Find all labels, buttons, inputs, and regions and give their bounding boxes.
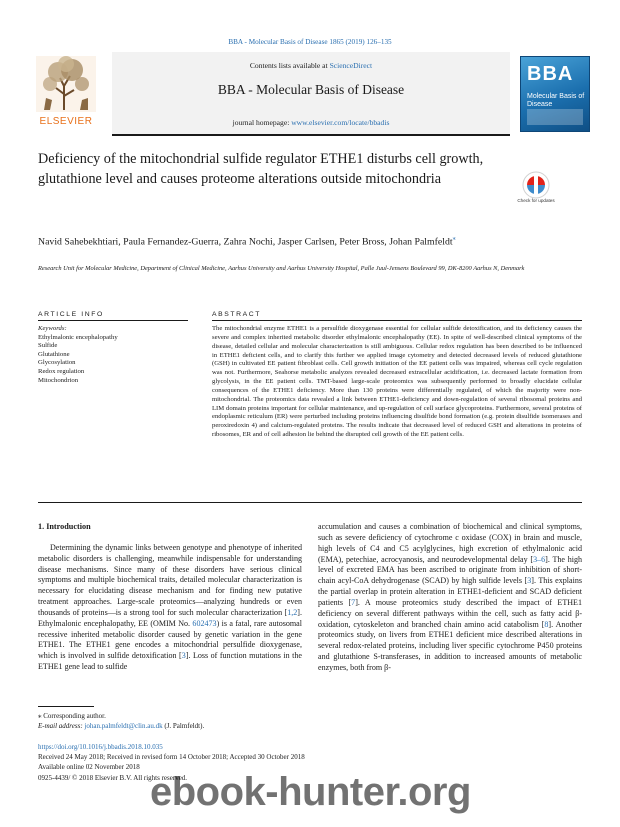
- body-column-left: [38, 522, 302, 673]
- doi-link[interactable]: https://doi.org/10.1016/j.bbadis.2018.10.035: [38, 743, 163, 751]
- journal-title: BBA - Molecular Basis of Disease: [217, 82, 405, 97]
- keyword: Sulfide: [38, 342, 58, 350]
- keyword: Glutathione: [38, 350, 70, 358]
- contents-line: [112, 61, 510, 70]
- body-text: ]. The high level of excreted EMA has been ascribed to originate from inhibition of short-chain acyl-CoA dehydrogenase (SCAD) by high sulfide levels [: [318, 554, 582, 586]
- article-info-rule: [38, 320, 188, 321]
- journal-homepage-link[interactable]: www.elsevier.com/locate/bbadis: [291, 118, 390, 127]
- body-paragraph: [318, 522, 582, 674]
- keyword: Glycosylation: [38, 359, 76, 367]
- email-suffix: (J. Palmfeldt).: [162, 721, 205, 730]
- body-text: ]. A mouse proteomics study described the impact of ETHE1 deficiency on several different pathways within the cell, such as fatty acid β-oxidation, cytoskeleton and branched chain amino acid catabolism [: [318, 597, 582, 629]
- cover-subtitle: Molecular Basis of Disease: [527, 93, 585, 108]
- citation-link[interactable]: 1,2: [287, 607, 298, 617]
- keyword: Redox regulation: [38, 367, 85, 375]
- body-text: Determining the dynamic links between genotype and phenotype of inherited metabolic disorders is challenging, meanwhile indispensable for understanding disease mechanisms. Since many of these disorders have serious clinical symptoms and multiple biochemical traits, detailed molecular characterization is necessary for elucidating disease mechanism and for finding new putative treatment approaches. Large-scale proteomics—analyzing hundreds or even thousands of proteins—is a strong tool for such molecular characterization [: [38, 542, 302, 617]
- footnotes: [38, 712, 338, 731]
- citation-link[interactable]: 3: [181, 651, 186, 661]
- journal-reference[interactable]: BBA - Molecular Basis of Disease 1865 (2019) 126–135: [228, 38, 392, 46]
- citation-link[interactable]: 3–6: [533, 554, 546, 564]
- elsevier-tree-icon: [36, 56, 96, 112]
- check-for-updates-icon[interactable]: [521, 170, 551, 200]
- email-line: [38, 722, 338, 732]
- body-text: ]. Ethylmalonic encephalopathy, EE (OMIM No.: [38, 607, 302, 628]
- corresponding-author-note: ⁎ Corresponding author.: [38, 712, 106, 720]
- author-names: Navid Sahebekhtiari, Paula Fernandez-Guerra, Zahra Nochi, Jasper Carlsen, Peter Bross, Johan Palmfeldt: [38, 236, 453, 248]
- journal-cover[interactable]: [520, 56, 590, 132]
- author-list: [38, 232, 578, 249]
- body-text: ) is a fatal, rare autosomal recessive inherited metabolic disorder caused by genetic variation in the gene ETHE1. The ETHE1 gene encodes a mitochondrial persulfide dioxygenase, which is involved in sulfide detoxification [: [38, 618, 302, 661]
- email-label: E-mail address:: [38, 721, 85, 730]
- check-for-updates-label[interactable]: Check for updates: [517, 198, 555, 203]
- elsevier-logo[interactable]: [30, 56, 102, 132]
- body-column-right: [318, 522, 582, 674]
- article-info-heading: ARTICLE INFO: [38, 311, 104, 318]
- journal-homepage-line: [112, 118, 510, 127]
- corresponding-author-mark[interactable]: ⁎: [452, 236, 456, 242]
- omim-link[interactable]: 602473: [192, 618, 217, 628]
- affiliation: Research Unit for Molecular Medicine, Department of Clinical Medicine, Aarhus University and Aarhus University Hospital, Palle Juul-Jensens Boulevard 99, DK-8200 Aarhus N, Denmark: [38, 265, 525, 272]
- keyword: Mitochondrion: [38, 376, 79, 384]
- abstract-heading: ABSTRACT: [212, 311, 262, 318]
- cover-title: BBA: [527, 63, 574, 85]
- contents-prefix: Contents lists available at: [249, 61, 330, 70]
- section-divider: [38, 502, 582, 503]
- elsevier-wordmark: ELSEVIER: [39, 116, 93, 127]
- keywords-block: [38, 325, 188, 385]
- email-link[interactable]: johan.palmfeldt@clin.au.dk: [84, 721, 163, 730]
- sciencedirect-link[interactable]: ScienceDirect: [329, 61, 373, 70]
- body-text: ]. This explains the partial overlap in protein alteration in ETHE1-deficient and SCAD deficient patients [: [318, 576, 582, 607]
- citation-link[interactable]: 7: [351, 597, 356, 607]
- citation-link[interactable]: 3: [527, 576, 532, 586]
- journal-banner: [112, 52, 510, 136]
- body-paragraph: [38, 543, 302, 673]
- received-dates: Received 24 May 2018; Received in revised form 14 October 2018; Accepted 30 October 2018: [38, 753, 305, 762]
- copyright: 0925-4439/ © 2018 Elsevier B.V. All rights reserved.: [38, 773, 188, 782]
- homepage-prefix: journal homepage:: [232, 118, 292, 127]
- footnote-rule: [38, 706, 94, 707]
- online-date: Available online 02 November 2018: [38, 763, 140, 772]
- section-title: 1. Introduction: [38, 522, 91, 531]
- body-text: ]. Loss of function mutations in the ETHE1 gene lead to sulfide: [38, 651, 302, 672]
- abstract-rule: [212, 320, 582, 321]
- article-title: Deficiency of the mitochondrial sulfide regulator ETHE1 disturbs cell growth, glutathione level and causes proteome alterations outside mitochondria: [38, 151, 484, 187]
- body-text: ]. Another proteomics study, on livers from ETHE1 deficient mice described alterations in several redox-related proteins, including liver specific cytochrome P450 proteins and glutathione S-transferases, in addition to increased amounts of metabolic enzymes, both from β-: [318, 619, 582, 672]
- watermark: ebook-hunter.org: [150, 770, 471, 814]
- body-text: accumulation and causes a combination of biochemical and clinical symptoms, such as severe deficiency of cytochrome c oxidase (COX) in brain and muscle, high levels of C4 and C5 acylglycines, high excretion of ethylmalonic acid (EMA), petechiae, acrocyanosis, and neurodevelopmental delay [: [318, 522, 582, 564]
- citation-link[interactable]: 8: [544, 619, 549, 629]
- journal-header: [30, 52, 590, 136]
- keyword: Ethylmalonic encephalopathy: [38, 333, 118, 341]
- abstract-text: The mitochondrial enzyme ETHE1 is a persulfide dioxygenase essential for cellular sulfide detoxification, and its deficiency causes the severe and complex inherited metabolic disorder ethylmalonic encephalopathy (EE). In spite of well-described clinical symptoms of the disease, detailed cellular and molecular characterization is still ambiguous. Cellular redox regulation has been described to be influenced in ETHE1 deficient cells, and to clarify this further we applied image cytometry and detected decreased levels of reduced glutathione (GSH) in cultivated EE patient fibroblast cells. Cell growth initiation of the EE patient cells was impaired, whereas cell cycle regulation was not. Furthermore, Seahorse metabolic analyzes revealed decreased extracellular acidification, i.e. decreased lactate formation from glycolysis, in the EE patient cells. TMT-based large-scale proteomics was subsequently performed to broadly elucidate cellular consequences of the ETHE1 deficiency. More than 130 proteins were differentially regulated, of which the majority were non-mitochondrial. The proteomics data revealed a link between ETHE1-deficiency and down-regulation of several ribosomal proteins and LIM domain proteins important for cellular maintenance, and up-regulation of cell surface glycoproteins. Furthermore, several proteins of endoplasmic reticulum (ER) were perturbed including proteins influencing disulfide bond formation (e.g. protein disulfide isomerases and peroxiredoxin 4) and calcium-regulated proteins. The results indicate that decreased level of reduced GSH and alterations in proteins of ribosomes, ER and of cell adhesion lie behind the disrupted cell growth of the EE patient cells.: [212, 325, 582, 439]
- keywords-label: Keywords:: [38, 325, 67, 332]
- cover-decoration: [527, 109, 583, 125]
